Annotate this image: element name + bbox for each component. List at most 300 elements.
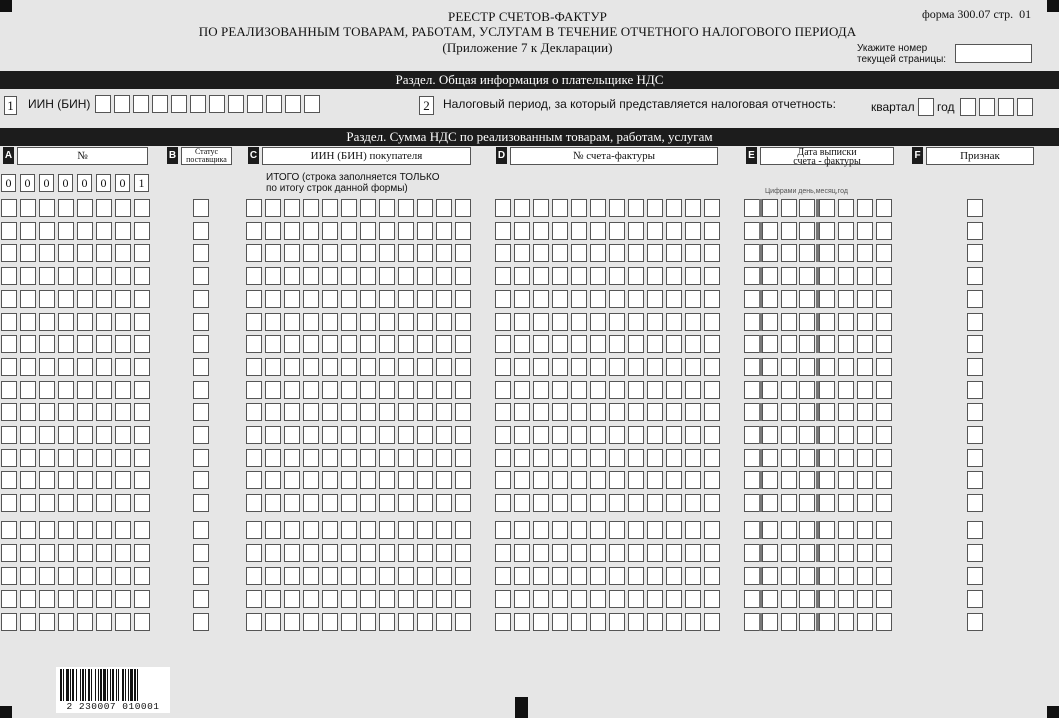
- buyer-iin-cell[interactable]: [303, 471, 319, 489]
- buyer-iin-cell[interactable]: [284, 521, 300, 539]
- row-number-cell[interactable]: [77, 613, 93, 631]
- invoice-date-cell[interactable]: [838, 449, 854, 467]
- invoice-number-cell[interactable]: [590, 613, 606, 631]
- invoice-number-cell[interactable]: [571, 590, 587, 608]
- buyer-iin-cell[interactable]: [360, 449, 376, 467]
- row-number-cell[interactable]: [1, 267, 17, 285]
- invoice-number-cell[interactable]: [704, 613, 720, 631]
- attribute-cell[interactable]: [967, 358, 983, 376]
- supplier-status-cell[interactable]: [193, 335, 209, 353]
- invoice-number-cell[interactable]: [628, 381, 644, 399]
- iin-bin-cell[interactable]: [133, 95, 149, 113]
- invoice-number-cell[interactable]: [647, 222, 663, 240]
- buyer-iin-cell[interactable]: [341, 313, 357, 331]
- invoice-date-cell[interactable]: [819, 313, 835, 331]
- row-number-cell[interactable]: [20, 521, 36, 539]
- invoice-date-cell[interactable]: [799, 222, 815, 240]
- invoice-number-cell[interactable]: [590, 494, 606, 512]
- buyer-iin-cell[interactable]: [417, 567, 433, 585]
- buyer-iin-cell[interactable]: [246, 313, 262, 331]
- supplier-status-cell[interactable]: [193, 471, 209, 489]
- invoice-number-cell[interactable]: [666, 199, 682, 217]
- buyer-iin-cell[interactable]: [436, 613, 452, 631]
- invoice-date-cell[interactable]: [799, 544, 815, 562]
- invoice-number-cell[interactable]: [514, 567, 530, 585]
- invoice-date-cell[interactable]: [744, 267, 760, 285]
- row-number-cell[interactable]: [115, 471, 131, 489]
- buyer-iin-cell[interactable]: [455, 521, 471, 539]
- row-number-cell[interactable]: [1, 290, 17, 308]
- row-number-cell[interactable]: [115, 544, 131, 562]
- buyer-iin-cell[interactable]: [398, 358, 414, 376]
- invoice-number-cell[interactable]: [628, 613, 644, 631]
- invoice-number-cell[interactable]: [628, 313, 644, 331]
- invoice-number-cell[interactable]: [685, 244, 701, 262]
- invoice-date-cell[interactable]: [744, 403, 760, 421]
- invoice-date-cell[interactable]: [799, 290, 815, 308]
- buyer-iin-cell[interactable]: [379, 199, 395, 217]
- invoice-date-cell[interactable]: [762, 494, 778, 512]
- row-number-cell[interactable]: [134, 222, 150, 240]
- invoice-date-cell[interactable]: [857, 494, 873, 512]
- row-number-cell[interactable]: [77, 199, 93, 217]
- invoice-date-cell[interactable]: [876, 567, 892, 585]
- buyer-iin-cell[interactable]: [322, 267, 338, 285]
- supplier-status-cell[interactable]: [193, 590, 209, 608]
- invoice-number-cell[interactable]: [704, 426, 720, 444]
- invoice-number-cell[interactable]: [628, 290, 644, 308]
- buyer-iin-cell[interactable]: [265, 494, 281, 512]
- supplier-status-cell[interactable]: [193, 381, 209, 399]
- invoice-number-cell[interactable]: [685, 267, 701, 285]
- row-number-cell[interactable]: [58, 449, 74, 467]
- invoice-number-cell[interactable]: [647, 244, 663, 262]
- invoice-number-cell[interactable]: [514, 544, 530, 562]
- buyer-iin-cell[interactable]: [322, 494, 338, 512]
- buyer-iin-cell[interactable]: [436, 403, 452, 421]
- buyer-iin-cell[interactable]: [265, 290, 281, 308]
- buyer-iin-cell[interactable]: [436, 313, 452, 331]
- invoice-date-cell[interactable]: [876, 335, 892, 353]
- buyer-iin-cell[interactable]: [417, 449, 433, 467]
- buyer-iin-cell[interactable]: [284, 313, 300, 331]
- invoice-number-cell[interactable]: [666, 358, 682, 376]
- invoice-number-cell[interactable]: [495, 567, 511, 585]
- invoice-date-cell[interactable]: [838, 613, 854, 631]
- row-number-cell[interactable]: [77, 335, 93, 353]
- buyer-iin-cell[interactable]: [284, 244, 300, 262]
- invoice-number-cell[interactable]: [495, 544, 511, 562]
- invoice-number-cell[interactable]: [514, 244, 530, 262]
- invoice-number-cell[interactable]: [552, 244, 568, 262]
- invoice-date-cell[interactable]: [876, 426, 892, 444]
- buyer-iin-cell[interactable]: [398, 613, 414, 631]
- buyer-iin-cell[interactable]: [417, 290, 433, 308]
- invoice-date-cell[interactable]: [876, 403, 892, 421]
- buyer-iin-cell[interactable]: [303, 222, 319, 240]
- buyer-iin-cell[interactable]: [265, 449, 281, 467]
- invoice-number-cell[interactable]: [533, 494, 549, 512]
- invoice-number-cell[interactable]: [704, 590, 720, 608]
- invoice-date-cell[interactable]: [857, 244, 873, 262]
- invoice-number-cell[interactable]: [495, 521, 511, 539]
- buyer-iin-cell[interactable]: [341, 613, 357, 631]
- invoice-date-cell[interactable]: [799, 449, 815, 467]
- supplier-status-cell[interactable]: [193, 358, 209, 376]
- invoice-number-cell[interactable]: [495, 426, 511, 444]
- invoice-number-cell[interactable]: [704, 403, 720, 421]
- invoice-date-cell[interactable]: [744, 590, 760, 608]
- buyer-iin-cell[interactable]: [303, 449, 319, 467]
- invoice-number-cell[interactable]: [590, 426, 606, 444]
- buyer-iin-cell[interactable]: [455, 358, 471, 376]
- buyer-iin-cell[interactable]: [417, 244, 433, 262]
- invoice-number-cell[interactable]: [609, 381, 625, 399]
- buyer-iin-cell[interactable]: [360, 521, 376, 539]
- invoice-date-cell[interactable]: [781, 613, 797, 631]
- buyer-iin-cell[interactable]: [246, 544, 262, 562]
- buyer-iin-cell[interactable]: [246, 199, 262, 217]
- row-number-cell[interactable]: [96, 358, 112, 376]
- buyer-iin-cell[interactable]: [417, 403, 433, 421]
- row-number-cell[interactable]: [58, 590, 74, 608]
- invoice-date-cell[interactable]: [781, 335, 797, 353]
- row-number-cell[interactable]: [96, 290, 112, 308]
- buyer-iin-cell[interactable]: [265, 222, 281, 240]
- buyer-iin-cell[interactable]: [303, 544, 319, 562]
- invoice-number-cell[interactable]: [590, 335, 606, 353]
- invoice-number-cell[interactable]: [590, 313, 606, 331]
- row-number-cell[interactable]: [96, 544, 112, 562]
- invoice-number-cell[interactable]: [552, 290, 568, 308]
- row-number-cell[interactable]: [20, 567, 36, 585]
- row-number-cell[interactable]: [1, 613, 17, 631]
- invoice-number-cell[interactable]: [609, 222, 625, 240]
- invoice-date-cell[interactable]: [744, 544, 760, 562]
- invoice-date-cell[interactable]: [781, 244, 797, 262]
- buyer-iin-cell[interactable]: [360, 590, 376, 608]
- buyer-iin-cell[interactable]: [246, 358, 262, 376]
- buyer-iin-cell[interactable]: [341, 567, 357, 585]
- invoice-number-cell[interactable]: [685, 313, 701, 331]
- invoice-number-cell[interactable]: [552, 590, 568, 608]
- buyer-iin-cell[interactable]: [417, 313, 433, 331]
- invoice-number-cell[interactable]: [495, 590, 511, 608]
- row-number-cell[interactable]: [115, 403, 131, 421]
- buyer-iin-cell[interactable]: [341, 426, 357, 444]
- buyer-iin-cell[interactable]: [246, 244, 262, 262]
- row-number-cell[interactable]: [58, 199, 74, 217]
- row-number-cell[interactable]: [115, 590, 131, 608]
- buyer-iin-cell[interactable]: [322, 590, 338, 608]
- buyer-iin-cell[interactable]: [379, 449, 395, 467]
- invoice-number-cell[interactable]: [533, 267, 549, 285]
- row-number-cell[interactable]: [96, 403, 112, 421]
- row-number-cell[interactable]: [58, 222, 74, 240]
- buyer-iin-cell[interactable]: [265, 313, 281, 331]
- invoice-number-cell[interactable]: [552, 544, 568, 562]
- buyer-iin-cell[interactable]: [379, 471, 395, 489]
- supplier-status-cell[interactable]: [193, 567, 209, 585]
- invoice-date-cell[interactable]: [762, 590, 778, 608]
- buyer-iin-cell[interactable]: [341, 403, 357, 421]
- buyer-iin-cell[interactable]: [341, 244, 357, 262]
- invoice-date-cell[interactable]: [819, 426, 835, 444]
- buyer-iin-cell[interactable]: [379, 222, 395, 240]
- supplier-status-cell[interactable]: [193, 199, 209, 217]
- invoice-number-cell[interactable]: [704, 313, 720, 331]
- buyer-iin-cell[interactable]: [455, 381, 471, 399]
- buyer-iin-cell[interactable]: [341, 290, 357, 308]
- buyer-iin-cell[interactable]: [284, 613, 300, 631]
- row-number-cell[interactable]: [1, 449, 17, 467]
- row-number-cell[interactable]: [39, 313, 55, 331]
- row-number-cell[interactable]: [1, 199, 17, 217]
- invoice-number-cell[interactable]: [685, 199, 701, 217]
- buyer-iin-cell[interactable]: [265, 335, 281, 353]
- buyer-iin-cell[interactable]: [436, 590, 452, 608]
- invoice-date-cell[interactable]: [799, 471, 815, 489]
- invoice-date-cell[interactable]: [799, 613, 815, 631]
- invoice-number-cell[interactable]: [647, 313, 663, 331]
- buyer-iin-cell[interactable]: [246, 494, 262, 512]
- buyer-iin-cell[interactable]: [360, 335, 376, 353]
- invoice-number-cell[interactable]: [590, 403, 606, 421]
- invoice-number-cell[interactable]: [590, 244, 606, 262]
- invoice-date-cell[interactable]: [857, 381, 873, 399]
- invoice-date-cell[interactable]: [762, 244, 778, 262]
- invoice-date-cell[interactable]: [781, 494, 797, 512]
- invoice-date-cell[interactable]: [838, 358, 854, 376]
- invoice-number-cell[interactable]: [666, 290, 682, 308]
- invoice-number-cell[interactable]: [685, 335, 701, 353]
- invoice-date-cell[interactable]: [838, 267, 854, 285]
- attribute-cell[interactable]: [967, 567, 983, 585]
- invoice-number-cell[interactable]: [495, 381, 511, 399]
- supplier-status-cell[interactable]: [193, 244, 209, 262]
- row-number-cell[interactable]: [20, 222, 36, 240]
- row-number-cell[interactable]: [58, 335, 74, 353]
- invoice-number-cell[interactable]: [647, 403, 663, 421]
- row-number-cell[interactable]: [1, 313, 17, 331]
- invoice-number-cell[interactable]: [609, 590, 625, 608]
- invoice-number-cell[interactable]: [704, 521, 720, 539]
- invoice-number-cell[interactable]: [647, 449, 663, 467]
- invoice-number-cell[interactable]: [647, 590, 663, 608]
- invoice-number-cell[interactable]: [609, 403, 625, 421]
- buyer-iin-cell[interactable]: [436, 567, 452, 585]
- invoice-number-cell[interactable]: [533, 290, 549, 308]
- iin-bin-cell[interactable]: [95, 95, 111, 113]
- buyer-iin-cell[interactable]: [417, 590, 433, 608]
- buyer-iin-cell[interactable]: [455, 567, 471, 585]
- invoice-number-cell[interactable]: [704, 335, 720, 353]
- supplier-status-cell[interactable]: [193, 494, 209, 512]
- invoice-date-cell[interactable]: [857, 613, 873, 631]
- row-number-cell[interactable]: [134, 567, 150, 585]
- buyer-iin-cell[interactable]: [360, 567, 376, 585]
- invoice-date-cell[interactable]: [799, 199, 815, 217]
- invoice-date-cell[interactable]: [876, 222, 892, 240]
- invoice-date-cell[interactable]: [876, 494, 892, 512]
- buyer-iin-cell[interactable]: [265, 199, 281, 217]
- row-number-cell[interactable]: [58, 471, 74, 489]
- invoice-date-cell[interactable]: [781, 521, 797, 539]
- row-number-cell[interactable]: [134, 521, 150, 539]
- invoice-number-cell[interactable]: [647, 358, 663, 376]
- invoice-number-cell[interactable]: [571, 494, 587, 512]
- buyer-iin-cell[interactable]: [284, 426, 300, 444]
- invoice-date-cell[interactable]: [762, 449, 778, 467]
- row-number-cell[interactable]: [96, 199, 112, 217]
- invoice-number-cell[interactable]: [704, 567, 720, 585]
- invoice-number-cell[interactable]: [552, 267, 568, 285]
- buyer-iin-cell[interactable]: [360, 267, 376, 285]
- invoice-date-cell[interactable]: [876, 199, 892, 217]
- invoice-number-cell[interactable]: [609, 494, 625, 512]
- buyer-iin-cell[interactable]: [436, 494, 452, 512]
- invoice-date-cell[interactable]: [838, 544, 854, 562]
- invoice-number-cell[interactable]: [571, 335, 587, 353]
- buyer-iin-cell[interactable]: [303, 381, 319, 399]
- invoice-date-cell[interactable]: [876, 471, 892, 489]
- buyer-iin-cell[interactable]: [455, 613, 471, 631]
- invoice-number-cell[interactable]: [666, 244, 682, 262]
- buyer-iin-cell[interactable]: [284, 494, 300, 512]
- row-number-cell[interactable]: [96, 381, 112, 399]
- buyer-iin-cell[interactable]: [455, 244, 471, 262]
- buyer-iin-cell[interactable]: [246, 403, 262, 421]
- invoice-date-cell[interactable]: [781, 567, 797, 585]
- invoice-date-cell[interactable]: [762, 313, 778, 331]
- invoice-number-cell[interactable]: [666, 449, 682, 467]
- invoice-date-cell[interactable]: [781, 590, 797, 608]
- buyer-iin-cell[interactable]: [398, 381, 414, 399]
- invoice-number-cell[interactable]: [666, 544, 682, 562]
- row-number-cell[interactable]: [39, 290, 55, 308]
- invoice-date-cell[interactable]: [819, 471, 835, 489]
- invoice-date-cell[interactable]: [838, 567, 854, 585]
- invoice-number-cell[interactable]: [685, 222, 701, 240]
- buyer-iin-cell[interactable]: [303, 613, 319, 631]
- invoice-date-cell[interactable]: [781, 471, 797, 489]
- row-number-cell[interactable]: [20, 335, 36, 353]
- buyer-iin-cell[interactable]: [322, 313, 338, 331]
- row-number-cell[interactable]: [39, 494, 55, 512]
- invoice-date-cell[interactable]: [857, 590, 873, 608]
- buyer-iin-cell[interactable]: [360, 613, 376, 631]
- row-number-cell[interactable]: [96, 494, 112, 512]
- invoice-date-cell[interactable]: [781, 403, 797, 421]
- invoice-number-cell[interactable]: [514, 313, 530, 331]
- invoice-date-cell[interactable]: [762, 222, 778, 240]
- iin-bin-cell[interactable]: [266, 95, 282, 113]
- row-number-cell[interactable]: [96, 222, 112, 240]
- row-number-cell[interactable]: [77, 471, 93, 489]
- buyer-iin-cell[interactable]: [284, 267, 300, 285]
- buyer-iin-cell[interactable]: [398, 335, 414, 353]
- iin-bin-cell[interactable]: [114, 95, 130, 113]
- invoice-number-cell[interactable]: [685, 590, 701, 608]
- buyer-iin-cell[interactable]: [417, 494, 433, 512]
- invoice-date-cell[interactable]: [838, 471, 854, 489]
- invoice-number-cell[interactable]: [609, 567, 625, 585]
- buyer-iin-cell[interactable]: [284, 567, 300, 585]
- invoice-number-cell[interactable]: [571, 449, 587, 467]
- invoice-number-cell[interactable]: [514, 590, 530, 608]
- invoice-number-cell[interactable]: [495, 335, 511, 353]
- invoice-number-cell[interactable]: [685, 471, 701, 489]
- supplier-status-cell[interactable]: [193, 290, 209, 308]
- row-number-cell[interactable]: [96, 521, 112, 539]
- invoice-date-cell[interactable]: [799, 244, 815, 262]
- invoice-number-cell[interactable]: [533, 544, 549, 562]
- buyer-iin-cell[interactable]: [360, 222, 376, 240]
- row-number-cell[interactable]: [134, 381, 150, 399]
- invoice-number-cell[interactable]: [514, 403, 530, 421]
- invoice-date-cell[interactable]: [838, 290, 854, 308]
- row-number-cell[interactable]: [20, 290, 36, 308]
- buyer-iin-cell[interactable]: [398, 267, 414, 285]
- buyer-iin-cell[interactable]: [417, 426, 433, 444]
- invoice-number-cell[interactable]: [552, 494, 568, 512]
- buyer-iin-cell[interactable]: [265, 544, 281, 562]
- invoice-number-cell[interactable]: [685, 426, 701, 444]
- buyer-iin-cell[interactable]: [322, 358, 338, 376]
- row-number-cell[interactable]: [77, 222, 93, 240]
- invoice-date-cell[interactable]: [799, 358, 815, 376]
- invoice-date-cell[interactable]: [781, 426, 797, 444]
- row-number-cell[interactable]: [39, 567, 55, 585]
- buyer-iin-cell[interactable]: [246, 267, 262, 285]
- invoice-date-cell[interactable]: [876, 544, 892, 562]
- row-number-cell[interactable]: [134, 358, 150, 376]
- buyer-iin-cell[interactable]: [322, 521, 338, 539]
- buyer-iin-cell[interactable]: [265, 471, 281, 489]
- invoice-date-cell[interactable]: [819, 199, 835, 217]
- invoice-date-cell[interactable]: [838, 403, 854, 421]
- attribute-cell[interactable]: [967, 290, 983, 308]
- invoice-date-cell[interactable]: [762, 403, 778, 421]
- invoice-date-cell[interactable]: [857, 199, 873, 217]
- invoice-number-cell[interactable]: [704, 244, 720, 262]
- invoice-number-cell[interactable]: [571, 403, 587, 421]
- invoice-number-cell[interactable]: [647, 521, 663, 539]
- invoice-date-cell[interactable]: [819, 244, 835, 262]
- attribute-cell[interactable]: [967, 426, 983, 444]
- buyer-iin-cell[interactable]: [455, 335, 471, 353]
- invoice-number-cell[interactable]: [514, 494, 530, 512]
- invoice-date-cell[interactable]: [781, 544, 797, 562]
- buyer-iin-cell[interactable]: [303, 521, 319, 539]
- invoice-number-cell[interactable]: [609, 426, 625, 444]
- buyer-iin-cell[interactable]: [455, 199, 471, 217]
- invoice-number-cell[interactable]: [533, 222, 549, 240]
- invoice-number-cell[interactable]: [533, 335, 549, 353]
- row-number-cell[interactable]: [115, 494, 131, 512]
- row-number-cell[interactable]: [115, 426, 131, 444]
- invoice-number-cell[interactable]: [533, 521, 549, 539]
- invoice-date-cell[interactable]: [857, 544, 873, 562]
- buyer-iin-cell[interactable]: [417, 381, 433, 399]
- buyer-iin-cell[interactable]: [341, 358, 357, 376]
- attribute-cell[interactable]: [967, 590, 983, 608]
- buyer-iin-cell[interactable]: [379, 244, 395, 262]
- row-number-cell[interactable]: [39, 449, 55, 467]
- invoice-number-cell[interactable]: [647, 426, 663, 444]
- invoice-number-cell[interactable]: [647, 544, 663, 562]
- row-number-cell[interactable]: [39, 381, 55, 399]
